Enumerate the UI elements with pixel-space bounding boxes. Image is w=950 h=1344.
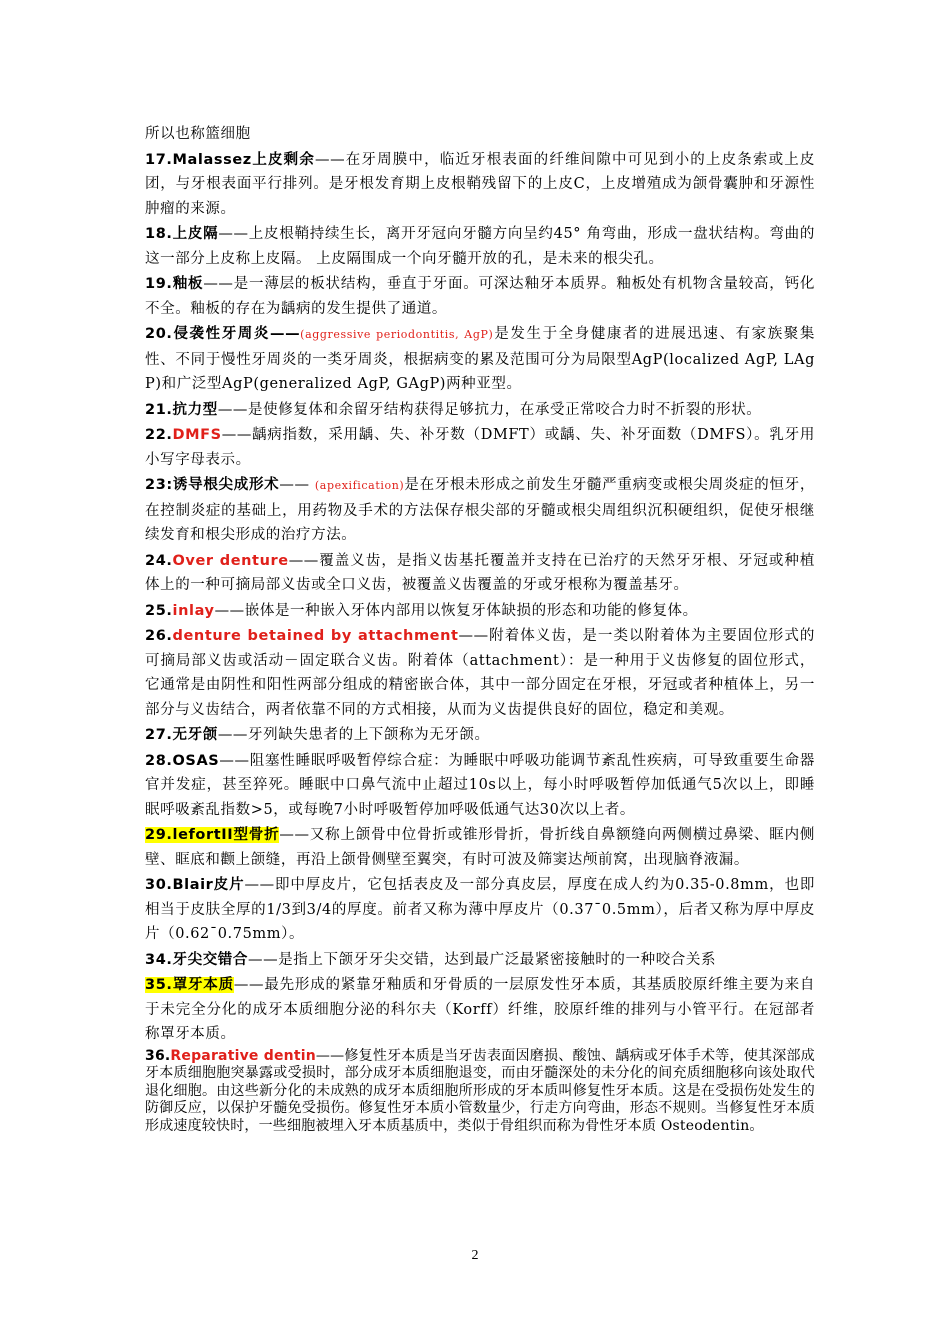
- entry-number: 36.: [145, 1047, 171, 1064]
- entry-heading: [145, 477, 279, 493]
- entry-body: ——覆盖义齿，是指义齿基托覆盖并支持在已治疗的天然牙牙根、牙冠或种植体上的一种可摘局部义齿或全口义齿，被覆盖义齿覆盖的牙或牙根称为覆盖基牙。: [145, 552, 815, 593]
- entry-english-note: (apexification): [314, 479, 405, 492]
- definition-entry: [145, 473, 815, 548]
- entry-number: 18.: [145, 226, 173, 242]
- entry-term: inlay: [172, 602, 215, 619]
- definition-entry: [145, 624, 815, 722]
- entry-term: OSAS: [172, 752, 220, 769]
- entry-term: 诱导根尖成形术: [172, 477, 280, 493]
- entry-number: 23:: [145, 477, 173, 493]
- entry-number: 24.: [145, 552, 173, 569]
- entry-term: 釉板: [172, 276, 204, 292]
- entry-term: 抗力型: [172, 401, 218, 418]
- entry-term: denture betained by attachment: [172, 628, 459, 644]
- entry-term: DMFS: [172, 427, 222, 443]
- entry-body: 是发生于全身健康者的进展迅速、有家族聚集性、不同于慢性牙周炎的一类牙周炎，根据病变的累及范围可分为局限型AgP(localized AgP, LAgP)和广泛型AgP(generalized AgP, GAgP)两种亚型。: [145, 326, 815, 392]
- intro-text: 所以也称篮细胞: [145, 126, 251, 142]
- entry-term: 上皮隔: [172, 226, 219, 242]
- entry-heading: [145, 553, 289, 569]
- definition-entry: [145, 322, 815, 397]
- document-page: [145, 122, 815, 1136]
- entry-term: 牙尖交错合: [172, 951, 248, 968]
- entry-body: ——在牙周膜中，临近牙根表面的纤维间隙中可见到小的上皮条索或上皮团，与牙根表面平行排列。是牙根发育期上皮根鞘残留下的上皮C，上皮增殖成为颌骨囊肿和牙源性肿瘤的来源。: [145, 151, 815, 217]
- entry-body: ——阻塞性睡眠呼吸暂停综合症：为睡眠中呼吸功能调节紊乱性疾病，可导致重要生命器官并发症，甚至猝死。睡眠中口鼻气流中止超过10s以上，每小时呼吸暂停加低通气5次以上，即睡眠呼吸紊乱指数>5，或每晚7小时呼吸暂停加呼吸低通气达30次以上者。: [145, 752, 815, 818]
- entry-number: 34.: [145, 951, 173, 968]
- entry-body: ——修复性牙本质是当牙齿表面因磨损、酸蚀、龋病或牙体手术等，使其深部成牙本质细胞胞突暴露或受损时，部分成牙本质细胞退变，而由牙髓深处的未分化的间充质细胞移向该处取代退化细胞。由这些新分化的未成熟的成牙本质细胞所形成的牙本质叫修复性牙本质。这是在受损伤处发生的防御反应，以保护牙髓免受损伤。修复性牙本质小管数量少，行走方向弯曲，形态不规则。当修复性牙本质形成速度较快时，一些细胞被埋入牙本质基质中，类似于骨组织而称为骨性牙本质 Osteodentin。: [145, 1047, 815, 1134]
- entry-heading: [145, 727, 218, 743]
- entry-body: ——是使修复体和余留牙结构获得足够抗力，在承受正常咬合力时不折裂的形状。: [217, 401, 762, 418]
- definition-entry: [145, 823, 815, 872]
- entry-term: lefortII型骨折: [172, 827, 280, 843]
- entry-number: 19.: [145, 276, 173, 292]
- entry-number: 22.: [145, 427, 173, 443]
- definition-entry: [145, 749, 815, 823]
- entry-number: 29.: [145, 827, 173, 843]
- entry-body: ——嵌体是一种嵌入牙体内部用以恢复牙体缺损的形态和功能的修复体。: [214, 602, 698, 619]
- definition-entry: [145, 599, 815, 624]
- entry-number: 28.: [145, 752, 173, 769]
- entry-body: ——最先形成的紧靠牙釉质和牙骨质的一层原发性牙本质，其基质胶原纤维主要为来自于未完全分化的成牙本质细胞分泌的科尔夫（Korff）纤维，胶原纤维的排列与小管平行。在冠部者称罩牙本质。: [145, 977, 816, 1042]
- entry-number: 27.: [145, 727, 173, 743]
- entry-body: ——牙列缺失患者的上下颌称为无牙颌。: [217, 727, 490, 743]
- page-number: 2: [471, 1248, 479, 1263]
- entry-heading: [145, 326, 300, 342]
- definition-entry: [145, 948, 815, 973]
- entry-number: 17.: [145, 151, 173, 168]
- entry-heading: [145, 877, 245, 893]
- definition-entry: [145, 398, 815, 423]
- entry-heading: [145, 753, 219, 769]
- entry-heading: [145, 402, 218, 418]
- entry-term: 侵袭性牙周炎——: [172, 326, 301, 342]
- definition-entry: [145, 873, 815, 947]
- entry-body: ——附着体义齿，是一类以附着体为主要固位形式的可摘局部义齿或活动－固定联合义齿。附着体（attachment）：是一种用于义齿修复的固位形式，它通常是由阴性和阳性两部分组成的精密嵌合体，其中一部分固定在牙根，牙冠或者种植体上，另一部分与义齿结合，两者依靠不同的方式相接，从而为义齿提供良好的固位，稳定和美观。: [145, 628, 815, 718]
- definition-entry: [145, 549, 815, 598]
- entry-term: Over denture: [172, 552, 289, 569]
- entry-body: 是在牙根未形成之前发生牙髓严重病变或根尖周炎症的恒牙，在控制炎症的基础上，用药物及手术的方法保存根尖部的牙髓或根尖周组织沉积硬组织，促使牙根继续发育和根尖形成的治疗方法。: [145, 477, 815, 543]
- entry-term: 无牙颌: [172, 727, 218, 743]
- entry-body: ——是指上下颌牙牙尖交错，达到最广泛最紧密接触时的一种咬合关系: [248, 951, 717, 968]
- definition-entry: [145, 723, 815, 748]
- entry-list: [145, 148, 815, 1136]
- entry-dash: ——: [279, 477, 315, 493]
- definition-entry: [145, 148, 815, 222]
- entry-heading: [145, 952, 248, 968]
- entry-term: 罩牙本质: [172, 977, 234, 993]
- entry-number: 26.: [145, 628, 173, 644]
- entry-heading: [145, 827, 279, 843]
- entry-term: Blair皮片: [172, 877, 245, 893]
- entry-term: Malassez上皮剩余: [172, 151, 316, 168]
- entry-heading: [145, 603, 215, 619]
- entry-number: 20.: [145, 326, 173, 342]
- entry-heading: [145, 226, 218, 242]
- definition-entry: [145, 1048, 815, 1136]
- definition-entry: [145, 423, 815, 472]
- entry-body: ——又称上颌骨中位骨折或锥形骨折，骨折线自鼻额缝向两侧横过鼻梁、眶内侧壁、眶底和颧上颌缝，再沿上颌骨侧壁至翼突，有时可波及筛窦达颅前窝，出现脑脊液漏。: [145, 827, 815, 868]
- entry-term: Reparative dentin: [170, 1047, 316, 1064]
- entry-number: 35.: [145, 977, 173, 993]
- definition-entry: [145, 973, 815, 1047]
- definition-entry: [145, 222, 815, 271]
- entry-heading: [145, 977, 234, 993]
- entry-number: 30.: [145, 877, 173, 893]
- entry-heading: [145, 628, 459, 644]
- entry-body: ——龋病指数，采用龋、失、补牙数（DMFT）或龋、失、补牙面数（DMFS）。乳牙用小写字母表示。: [145, 427, 815, 468]
- entry-number: 25.: [145, 602, 173, 619]
- entry-heading: [145, 152, 315, 168]
- definition-entry: [145, 272, 815, 321]
- entry-english-note: (aggressive periodontitis, AgP): [300, 328, 494, 341]
- entry-body: ——即中厚皮片，它包括表皮及一部分真皮层，厚度在成人约为0.35-0.8mm，也即相当于皮肤全厚的1/3到3/4的厚度。前者又称为薄中厚皮片（0.37¯0.5mm），后者又称为厚中厚皮片（0.62¯0.75mm）。: [145, 877, 815, 942]
- entry-heading: [145, 427, 222, 443]
- entry-heading: [145, 1048, 316, 1064]
- entry-number: 21.: [145, 401, 173, 418]
- entry-heading: [145, 276, 203, 292]
- entry-body: ——是一薄层的板状结构，垂直于牙面。可深达釉牙本质界。釉板处有机物含量较高，钙化不全。釉板的存在为龋病的发生提供了通道。: [145, 276, 815, 317]
- entry-body: ——上皮根鞘持续生长，离开牙冠向牙髓方向呈约45° 角弯曲，形成一盘状结构。弯曲的这一部分上皮称上皮隔。 上皮隔围成一个向牙髓开放的孔，是未来的根尖孔。: [145, 226, 815, 267]
